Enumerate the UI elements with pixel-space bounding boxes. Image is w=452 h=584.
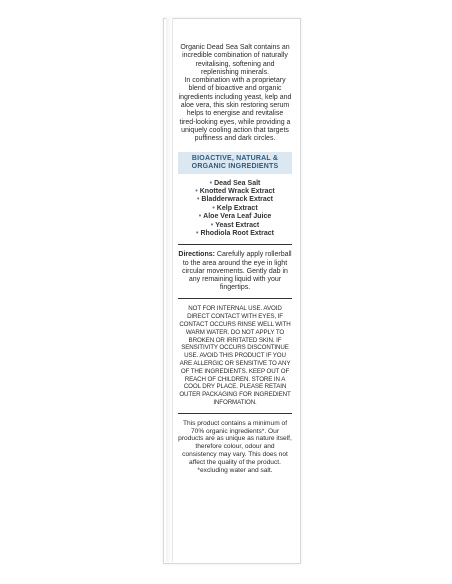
divider <box>178 244 292 245</box>
directions-label: Directions: <box>178 251 215 259</box>
list-item: • Knotted Wrack Extract <box>195 187 275 195</box>
panel-content <box>178 44 292 474</box>
ingredients-banner <box>178 152 292 174</box>
list-item: • Bladderwrack Extract <box>196 196 274 204</box>
directions-body: Carefully apply rollerball to the area around the eye in light circular movements. Gently dab in any remaining liquid with your fingertips. <box>182 251 292 292</box>
banner-line-2: ORGANIC INGREDIENTS <box>191 162 279 170</box>
bullet-icon: • <box>212 204 215 212</box>
footer-text: This product contains a minimum of 70% organic ingredients*. Our products are as unique as nature itself, therefore colour, odour and consistency may vary. This does not affect the quality of the product. *excluding water and salt. <box>178 419 292 474</box>
ingredient-list <box>178 180 292 239</box>
bullet-icon: • <box>196 230 199 237</box>
bullet-icon: • <box>198 213 202 221</box>
banner-line-1: BIOACTIVE, NATURAL & <box>191 154 279 162</box>
bullet-icon: • <box>196 196 200 204</box>
bullet-icon: • <box>195 187 198 195</box>
description-paragraph: In combination with a proprietary blend of bioactive and organic ingredients including yeast, kelp and aloe vera, this skin restoring serum helps to energise and revitalise tired-looking eyes, while providing a uniquely cooling action that targets puffiness and dark circles. <box>178 77 292 143</box>
list-item: • Aloe Vera Leaf Juice <box>198 213 272 221</box>
bullet-icon: • <box>210 221 214 229</box>
intro-paragraph: Organic Dead Sea Salt contains an incredible combination of naturally revitalising, softening and replenishing minerals. <box>180 44 290 76</box>
list-item: • Rhodiola Root Extract <box>196 230 274 237</box>
warning-text: NOT FOR INTERNAL USE. AVOID DIRECT CONTACT WITH EYES, IF CONTACT OCCURS RINSE WELL WITH WARM WATER. DO NOT APPLY TO BROKEN OR IRRITATED SKIN. IF SENSITIVITY OCCURS DISCONTINUE USE. AVOID THIS PRODUCT IF YOU ARE ALLERGIC OR SENSITIVE TO ANY OF THE INGREDIENTS. KEEP OUT OF REACH OF CHILDREN. STORE IN A COOL DRY PLACE. PLEASE RETAIN OUTER PACKAGING FOR INGREDIENT INFORMATION. <box>179 305 291 406</box>
directions-text <box>178 251 292 292</box>
list-item: • Yeast Extract <box>210 221 260 229</box>
bullet-icon: • <box>209 179 213 187</box>
box-fold-line <box>172 18 173 562</box>
divider <box>178 413 292 414</box>
list-item: • Kelp Extract <box>212 204 258 212</box>
divider <box>178 298 292 299</box>
list-item: • Dead Sea Salt <box>209 179 261 187</box>
intro-text <box>178 44 292 144</box>
